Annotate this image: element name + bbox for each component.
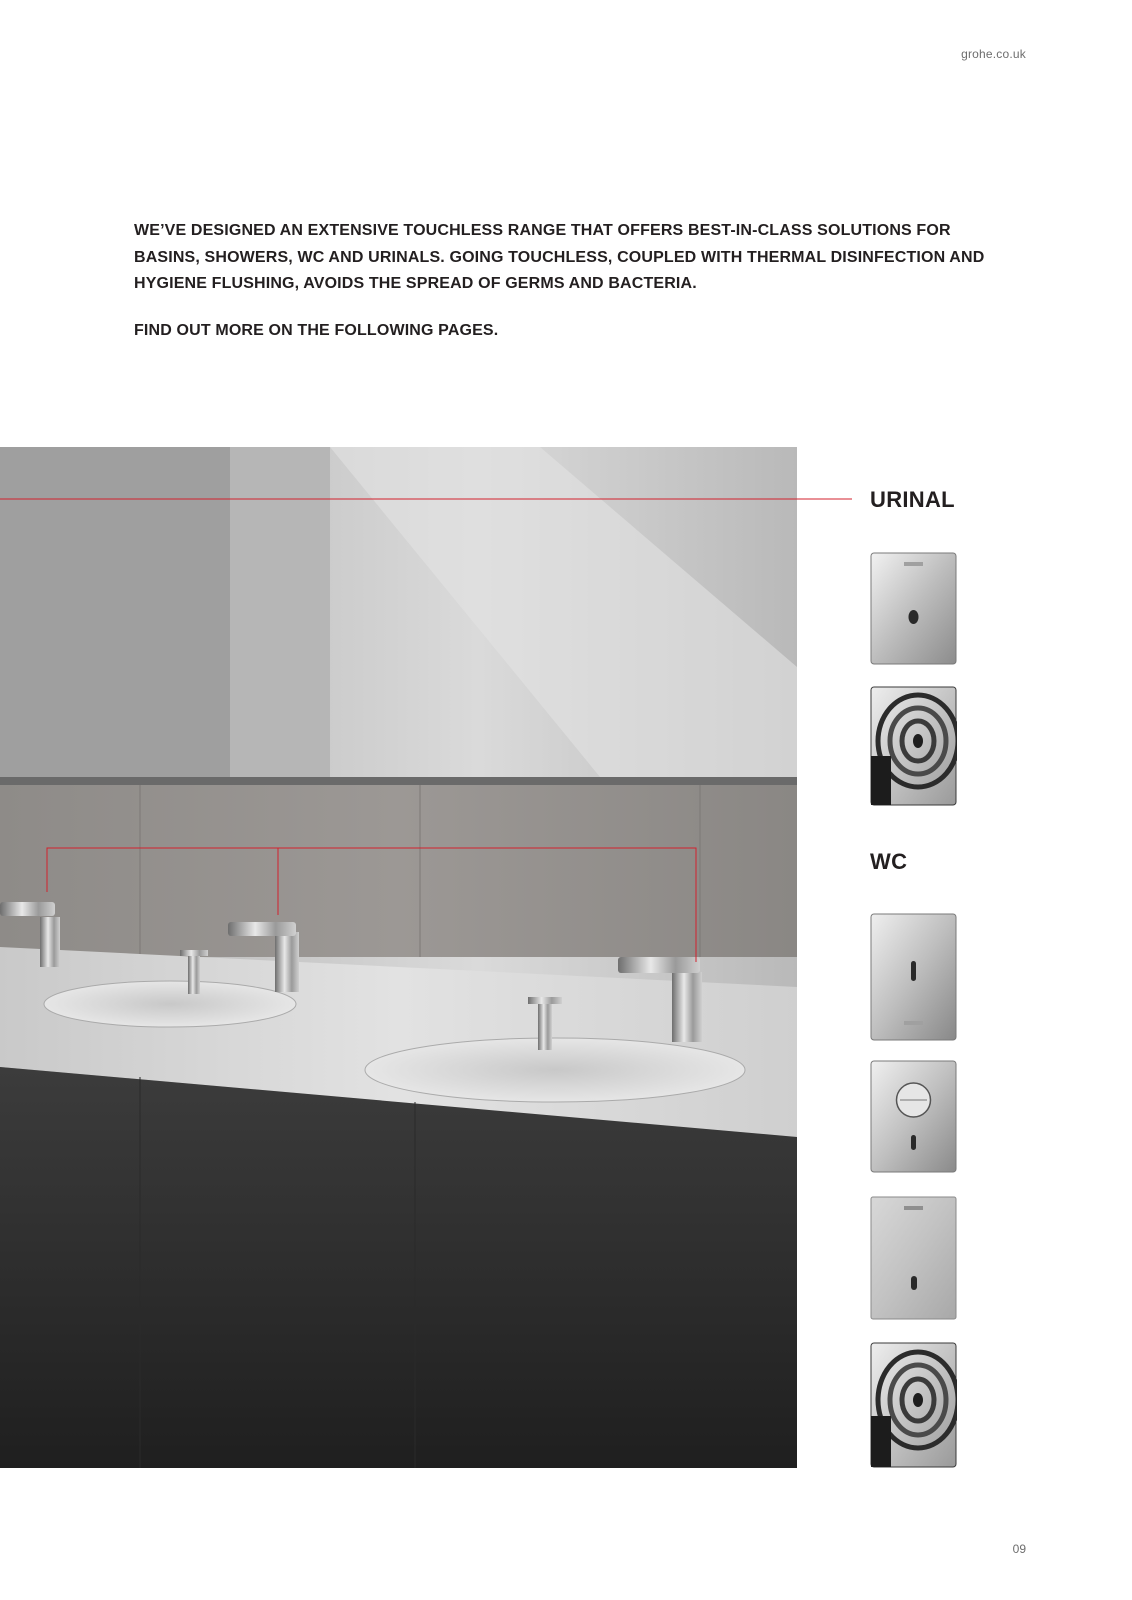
wc-brushed-sensor-plate: [870, 1196, 957, 1320]
washroom-photo: [0, 447, 797, 1468]
page-number: 09: [1012, 1542, 1026, 1556]
intro-paragraph: WE’VE DESIGNED AN EXTENSIVE TOUCHLESS RANGE THAT OFFERS BEST-IN-CLASS SOLUTIONS FOR BASINS, SHOWERS, WC AND URINALS. GOING TOUCHLESS, COUPLED WITH THERMAL DISINFECTION AND HYGIENE FLUSHING, AVOIDS THE SPREAD OF GERMS AND BACTERIA.: [134, 222, 985, 292]
wc-label: WC: [870, 849, 908, 874]
intro-cta: FIND OUT MORE ON THE FOLLOWING PAGES.: [134, 321, 499, 339]
urinal-label: URINAL: [870, 487, 955, 512]
wc-tall-sensor-plate: [870, 913, 957, 1041]
intro-block: [134, 218, 994, 340]
wc-wave-sensor-plate: [870, 1342, 957, 1468]
site-url[interactable]: grohe.co.uk: [961, 47, 1026, 61]
wc-round-button-sensor-plate: [870, 1060, 957, 1173]
urinal-square-sensor-plate: [870, 552, 957, 665]
urinal-wave-sensor-plate: [870, 686, 957, 806]
